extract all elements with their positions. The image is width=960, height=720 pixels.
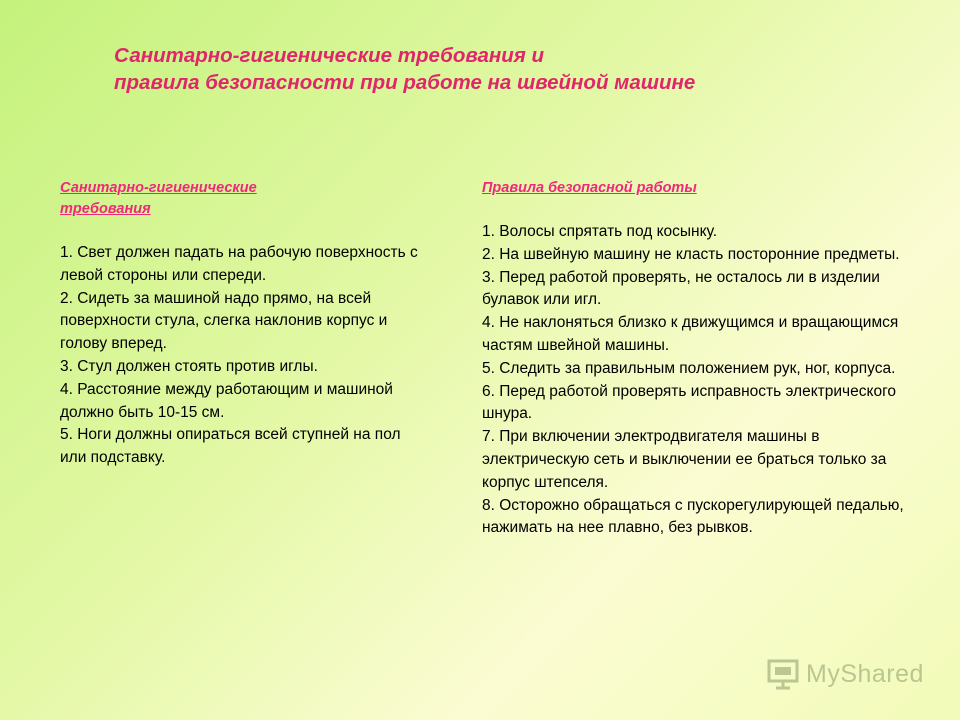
presentation-icon xyxy=(766,657,802,691)
list-item: 1. Волосы спрятать под косынку. xyxy=(482,223,718,240)
list-item: 3. Стул должен стоять против иглы. xyxy=(60,357,318,375)
list-item: 5. Ноги должны опираться всей ступней на пол или подставку. xyxy=(60,426,401,467)
watermark-text: MyShared xyxy=(806,659,924,688)
safety-rules-column xyxy=(482,178,922,540)
sanitary-requirements-column xyxy=(60,178,430,470)
safety-rules-heading: Правила безопасной работы xyxy=(482,180,697,196)
page-title-line-1: Санитарно-гигиенические требования и xyxy=(114,44,545,67)
list-item: 7. При включении электродвигателя машины в электрическую сеть и выключении ее браться только за корпус штепселя. xyxy=(482,428,887,491)
list-item: 5. Следить за правильным положением рук, ног, корпуса. xyxy=(482,359,896,377)
sanitary-requirements-heading: Санитарно-гигиенические требования xyxy=(60,180,257,217)
list-item: 2. На швейную машину не класть посторонние предметы. xyxy=(482,245,900,263)
list-item: 8. Осторожно обращаться с пускорегулирующей педалью, нажимать на нее плавно, без рывков. xyxy=(482,496,904,537)
list-item: 4. Расстояние между работающим и машиной должно быть 10-15 см. xyxy=(60,380,393,421)
list-item: 2. Сидеть за машиной надо прямо, на всей поверхности стула, слегка наклонив корпус и голову вперед. xyxy=(60,289,388,353)
sanitary-requirements-list xyxy=(60,242,430,470)
safety-rules-list xyxy=(482,221,922,540)
list-item: 4. Не наклоняться близко к движущимся и вращающимся частям швейной машины. xyxy=(482,314,899,354)
watermark-logo xyxy=(766,656,926,692)
page-title xyxy=(114,42,695,96)
list-item: 3. Перед работой проверять, не осталось ли в изделии булавок или игл. xyxy=(482,268,880,309)
list-item: 1. Свет должен падать на рабочую поверхность с левой стороны или спереди. xyxy=(60,244,418,284)
list-item: 6. Перед работой проверять исправность электрического шнура. xyxy=(482,382,896,423)
page-title-line-2: правила безопасности при работе на швейной машине xyxy=(114,71,696,94)
